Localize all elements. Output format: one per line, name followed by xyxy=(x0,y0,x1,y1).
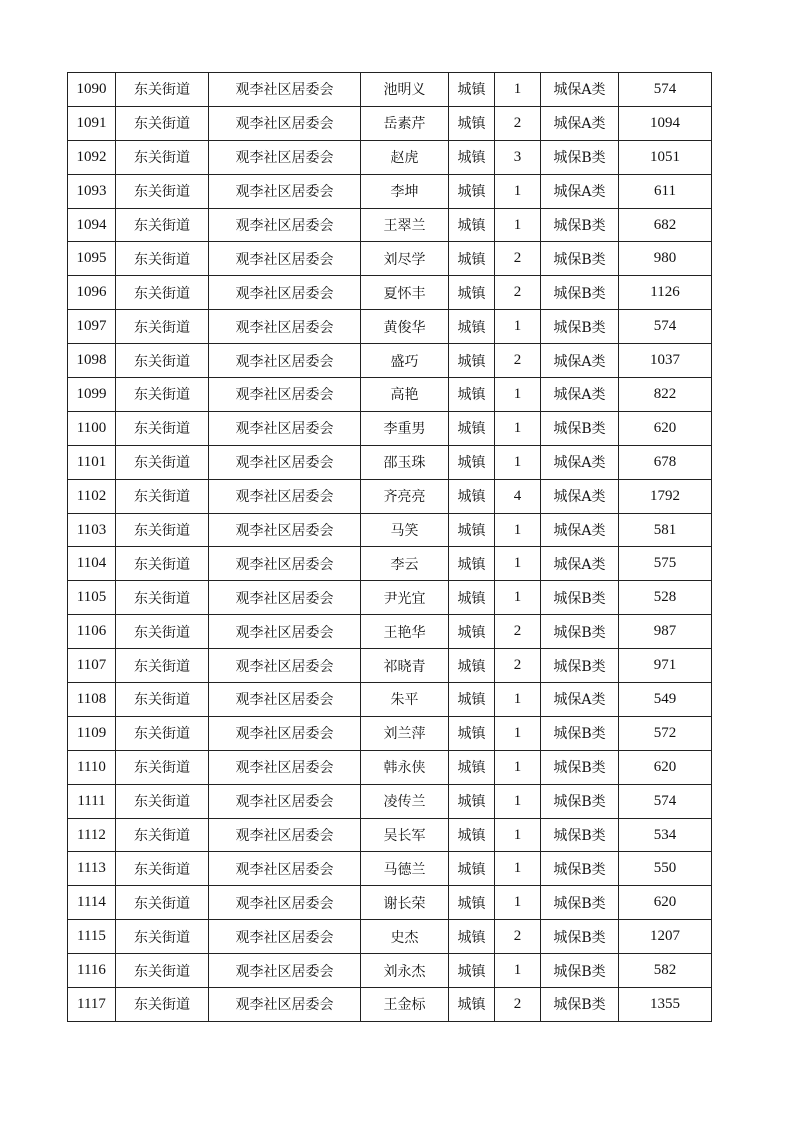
area-type-cell: 城镇 xyxy=(449,547,495,581)
community-cell: 观李社区居委会 xyxy=(209,954,361,988)
category-cell: 城保A类 xyxy=(541,344,619,378)
name-cell: 王艳华 xyxy=(361,615,449,649)
category-cell: 城保B类 xyxy=(541,615,619,649)
street-cell: 东关街道 xyxy=(116,818,209,852)
table-body xyxy=(68,73,712,1022)
community-cell: 观李社区居委会 xyxy=(209,242,361,276)
row-number: 1100 xyxy=(68,411,116,445)
area-type-cell: 城镇 xyxy=(449,750,495,784)
row-number: 1094 xyxy=(68,208,116,242)
household-count-cell: 2 xyxy=(495,242,541,276)
amount-cell: 534 xyxy=(619,818,712,852)
amount-cell: 678 xyxy=(619,445,712,479)
name-cell: 李重男 xyxy=(361,411,449,445)
table-row xyxy=(68,547,712,581)
row-number: 1110 xyxy=(68,750,116,784)
row-number: 1093 xyxy=(68,174,116,208)
category-cell: 城保A类 xyxy=(541,445,619,479)
area-type-cell: 城镇 xyxy=(449,784,495,818)
amount-cell: 682 xyxy=(619,208,712,242)
street-cell: 东关街道 xyxy=(116,988,209,1022)
category-cell: 城保B类 xyxy=(541,276,619,310)
row-number: 1108 xyxy=(68,683,116,717)
name-cell: 岳素芹 xyxy=(361,106,449,140)
row-number: 1092 xyxy=(68,140,116,174)
row-number: 1102 xyxy=(68,479,116,513)
area-type-cell: 城镇 xyxy=(449,73,495,107)
category-cell: 城保B类 xyxy=(541,411,619,445)
category-cell: 城保A类 xyxy=(541,513,619,547)
name-cell: 凌传兰 xyxy=(361,784,449,818)
amount-cell: 550 xyxy=(619,852,712,886)
table-row xyxy=(68,615,712,649)
household-count-cell: 1 xyxy=(495,547,541,581)
street-cell: 东关街道 xyxy=(116,344,209,378)
street-cell: 东关街道 xyxy=(116,174,209,208)
category-cell: 城保A类 xyxy=(541,174,619,208)
row-number: 1107 xyxy=(68,649,116,683)
amount-cell: 574 xyxy=(619,784,712,818)
community-cell: 观李社区居委会 xyxy=(209,886,361,920)
area-type-cell: 城镇 xyxy=(449,886,495,920)
name-cell: 王翠兰 xyxy=(361,208,449,242)
row-number: 1111 xyxy=(68,784,116,818)
table-row xyxy=(68,106,712,140)
area-type-cell: 城镇 xyxy=(449,310,495,344)
name-cell: 马德兰 xyxy=(361,852,449,886)
table-row xyxy=(68,750,712,784)
area-type-cell: 城镇 xyxy=(449,615,495,649)
street-cell: 东关街道 xyxy=(116,683,209,717)
community-cell: 观李社区居委会 xyxy=(209,174,361,208)
table-row xyxy=(68,683,712,717)
table-row xyxy=(68,276,712,310)
name-cell: 齐亮亮 xyxy=(361,479,449,513)
table-row xyxy=(68,818,712,852)
table-row xyxy=(68,445,712,479)
community-cell: 观李社区居委会 xyxy=(209,784,361,818)
community-cell: 观李社区居委会 xyxy=(209,479,361,513)
row-number: 1096 xyxy=(68,276,116,310)
street-cell: 东关街道 xyxy=(116,954,209,988)
community-cell: 观李社区居委会 xyxy=(209,445,361,479)
household-count-cell: 1 xyxy=(495,411,541,445)
street-cell: 东关街道 xyxy=(116,547,209,581)
household-count-cell: 2 xyxy=(495,344,541,378)
row-number: 1116 xyxy=(68,954,116,988)
name-cell: 黄俊华 xyxy=(361,310,449,344)
amount-cell: 574 xyxy=(619,310,712,344)
household-count-cell: 1 xyxy=(495,954,541,988)
household-count-cell: 1 xyxy=(495,513,541,547)
community-cell: 观李社区居委会 xyxy=(209,411,361,445)
area-type-cell: 城镇 xyxy=(449,683,495,717)
row-number: 1113 xyxy=(68,852,116,886)
area-type-cell: 城镇 xyxy=(449,445,495,479)
row-number: 1091 xyxy=(68,106,116,140)
row-number: 1099 xyxy=(68,378,116,412)
category-cell: 城保A类 xyxy=(541,547,619,581)
amount-cell: 611 xyxy=(619,174,712,208)
category-cell: 城保A类 xyxy=(541,378,619,412)
household-count-cell: 2 xyxy=(495,649,541,683)
table-row xyxy=(68,310,712,344)
table-row xyxy=(68,242,712,276)
community-cell: 观李社区居委会 xyxy=(209,140,361,174)
area-type-cell: 城镇 xyxy=(449,140,495,174)
street-cell: 东关街道 xyxy=(116,784,209,818)
row-number: 1095 xyxy=(68,242,116,276)
name-cell: 朱平 xyxy=(361,683,449,717)
area-type-cell: 城镇 xyxy=(449,852,495,886)
amount-cell: 822 xyxy=(619,378,712,412)
area-type-cell: 城镇 xyxy=(449,344,495,378)
amount-cell: 1126 xyxy=(619,276,712,310)
name-cell: 刘尽学 xyxy=(361,242,449,276)
row-number: 1109 xyxy=(68,716,116,750)
street-cell: 东关街道 xyxy=(116,581,209,615)
community-cell: 观李社区居委会 xyxy=(209,988,361,1022)
street-cell: 东关街道 xyxy=(116,615,209,649)
name-cell: 李坤 xyxy=(361,174,449,208)
table-row xyxy=(68,988,712,1022)
table-row xyxy=(68,716,712,750)
category-cell: 城保B类 xyxy=(541,310,619,344)
category-cell: 城保A类 xyxy=(541,106,619,140)
household-count-cell: 1 xyxy=(495,886,541,920)
amount-cell: 549 xyxy=(619,683,712,717)
street-cell: 东关街道 xyxy=(116,208,209,242)
community-cell: 观李社区居委会 xyxy=(209,208,361,242)
area-type-cell: 城镇 xyxy=(449,920,495,954)
household-count-cell: 2 xyxy=(495,615,541,649)
category-cell: 城保B类 xyxy=(541,716,619,750)
street-cell: 东关街道 xyxy=(116,886,209,920)
amount-cell: 1094 xyxy=(619,106,712,140)
row-number: 1117 xyxy=(68,988,116,1022)
amount-cell: 1355 xyxy=(619,988,712,1022)
category-cell: 城保B类 xyxy=(541,886,619,920)
amount-cell: 620 xyxy=(619,411,712,445)
category-cell: 城保A类 xyxy=(541,73,619,107)
category-cell: 城保A类 xyxy=(541,479,619,513)
street-cell: 东关街道 xyxy=(116,378,209,412)
household-count-cell: 2 xyxy=(495,988,541,1022)
row-number: 1106 xyxy=(68,615,116,649)
name-cell: 夏怀丰 xyxy=(361,276,449,310)
table-row xyxy=(68,649,712,683)
name-cell: 刘永杰 xyxy=(361,954,449,988)
name-cell: 吴长军 xyxy=(361,818,449,852)
amount-cell: 980 xyxy=(619,242,712,276)
row-number: 1101 xyxy=(68,445,116,479)
area-type-cell: 城镇 xyxy=(449,581,495,615)
household-count-cell: 2 xyxy=(495,920,541,954)
name-cell: 史杰 xyxy=(361,920,449,954)
amount-cell: 971 xyxy=(619,649,712,683)
table-row xyxy=(68,479,712,513)
area-type-cell: 城镇 xyxy=(449,716,495,750)
street-cell: 东关街道 xyxy=(116,140,209,174)
category-cell: 城保B类 xyxy=(541,818,619,852)
household-count-cell: 1 xyxy=(495,784,541,818)
community-cell: 观李社区居委会 xyxy=(209,852,361,886)
community-cell: 观李社区居委会 xyxy=(209,378,361,412)
row-number: 1104 xyxy=(68,547,116,581)
street-cell: 东关街道 xyxy=(116,310,209,344)
area-type-cell: 城镇 xyxy=(449,174,495,208)
street-cell: 东关街道 xyxy=(116,920,209,954)
table-row xyxy=(68,208,712,242)
row-number: 1115 xyxy=(68,920,116,954)
household-count-cell: 1 xyxy=(495,174,541,208)
amount-cell: 574 xyxy=(619,73,712,107)
area-type-cell: 城镇 xyxy=(449,649,495,683)
table-row xyxy=(68,886,712,920)
table-row xyxy=(68,378,712,412)
category-cell: 城保B类 xyxy=(541,208,619,242)
category-cell: 城保B类 xyxy=(541,954,619,988)
street-cell: 东关街道 xyxy=(116,445,209,479)
street-cell: 东关街道 xyxy=(116,716,209,750)
household-count-cell: 2 xyxy=(495,276,541,310)
row-number: 1103 xyxy=(68,513,116,547)
table-row xyxy=(68,140,712,174)
row-number: 1090 xyxy=(68,73,116,107)
community-cell: 观李社区居委会 xyxy=(209,276,361,310)
area-type-cell: 城镇 xyxy=(449,818,495,852)
household-count-cell: 1 xyxy=(495,73,541,107)
name-cell: 邵玉珠 xyxy=(361,445,449,479)
category-cell: 城保B类 xyxy=(541,140,619,174)
street-cell: 东关街道 xyxy=(116,276,209,310)
community-cell: 观李社区居委会 xyxy=(209,581,361,615)
amount-cell: 1037 xyxy=(619,344,712,378)
street-cell: 东关街道 xyxy=(116,242,209,276)
area-type-cell: 城镇 xyxy=(449,513,495,547)
category-cell: 城保B类 xyxy=(541,750,619,784)
household-count-cell: 1 xyxy=(495,310,541,344)
name-cell: 盛巧 xyxy=(361,344,449,378)
street-cell: 东关街道 xyxy=(116,411,209,445)
area-type-cell: 城镇 xyxy=(449,988,495,1022)
row-number: 1112 xyxy=(68,818,116,852)
row-number: 1114 xyxy=(68,886,116,920)
category-cell: 城保B类 xyxy=(541,988,619,1022)
category-cell: 城保B类 xyxy=(541,581,619,615)
household-count-cell: 1 xyxy=(495,716,541,750)
amount-cell: 572 xyxy=(619,716,712,750)
amount-cell: 1207 xyxy=(619,920,712,954)
table-row xyxy=(68,852,712,886)
name-cell: 赵虎 xyxy=(361,140,449,174)
household-count-cell: 1 xyxy=(495,581,541,615)
community-cell: 观李社区居委会 xyxy=(209,547,361,581)
amount-cell: 582 xyxy=(619,954,712,988)
amount-cell: 581 xyxy=(619,513,712,547)
community-cell: 观李社区居委会 xyxy=(209,683,361,717)
household-count-cell: 1 xyxy=(495,818,541,852)
amount-cell: 620 xyxy=(619,750,712,784)
table-row xyxy=(68,344,712,378)
row-number: 1105 xyxy=(68,581,116,615)
household-count-cell: 1 xyxy=(495,852,541,886)
name-cell: 谢长荣 xyxy=(361,886,449,920)
name-cell: 刘兰萍 xyxy=(361,716,449,750)
community-cell: 观李社区居委会 xyxy=(209,818,361,852)
amount-cell: 575 xyxy=(619,547,712,581)
street-cell: 东关街道 xyxy=(116,479,209,513)
name-cell: 李云 xyxy=(361,547,449,581)
community-cell: 观李社区居委会 xyxy=(209,73,361,107)
amount-cell: 987 xyxy=(619,615,712,649)
community-cell: 观李社区居委会 xyxy=(209,513,361,547)
household-count-cell: 1 xyxy=(495,208,541,242)
amount-cell: 528 xyxy=(619,581,712,615)
community-cell: 观李社区居委会 xyxy=(209,750,361,784)
amount-cell: 1792 xyxy=(619,479,712,513)
area-type-cell: 城镇 xyxy=(449,378,495,412)
street-cell: 东关街道 xyxy=(116,750,209,784)
household-count-cell: 1 xyxy=(495,445,541,479)
street-cell: 东关街道 xyxy=(116,852,209,886)
street-cell: 东关街道 xyxy=(116,106,209,140)
household-count-cell: 2 xyxy=(495,106,541,140)
table-row xyxy=(68,954,712,988)
area-type-cell: 城镇 xyxy=(449,276,495,310)
data-table xyxy=(67,72,712,1022)
street-cell: 东关街道 xyxy=(116,649,209,683)
community-cell: 观李社区居委会 xyxy=(209,920,361,954)
area-type-cell: 城镇 xyxy=(449,954,495,988)
area-type-cell: 城镇 xyxy=(449,411,495,445)
area-type-cell: 城镇 xyxy=(449,106,495,140)
household-count-cell: 1 xyxy=(495,683,541,717)
community-cell: 观李社区居委会 xyxy=(209,649,361,683)
amount-cell: 1051 xyxy=(619,140,712,174)
row-number: 1098 xyxy=(68,344,116,378)
name-cell: 祁晓青 xyxy=(361,649,449,683)
community-cell: 观李社区居委会 xyxy=(209,310,361,344)
household-count-cell: 1 xyxy=(495,750,541,784)
community-cell: 观李社区居委会 xyxy=(209,716,361,750)
area-type-cell: 城镇 xyxy=(449,208,495,242)
name-cell: 池明义 xyxy=(361,73,449,107)
household-count-cell: 3 xyxy=(495,140,541,174)
category-cell: 城保B类 xyxy=(541,784,619,818)
amount-cell: 620 xyxy=(619,886,712,920)
name-cell: 高艳 xyxy=(361,378,449,412)
category-cell: 城保B类 xyxy=(541,852,619,886)
name-cell: 马笑 xyxy=(361,513,449,547)
table-row xyxy=(68,920,712,954)
community-cell: 观李社区居委会 xyxy=(209,344,361,378)
category-cell: 城保A类 xyxy=(541,683,619,717)
table-row xyxy=(68,411,712,445)
community-cell: 观李社区居委会 xyxy=(209,615,361,649)
category-cell: 城保B类 xyxy=(541,649,619,683)
name-cell: 尹光宜 xyxy=(361,581,449,615)
area-type-cell: 城镇 xyxy=(449,242,495,276)
area-type-cell: 城镇 xyxy=(449,479,495,513)
household-count-cell: 1 xyxy=(495,378,541,412)
row-number: 1097 xyxy=(68,310,116,344)
category-cell: 城保B类 xyxy=(541,920,619,954)
table-row xyxy=(68,513,712,547)
table-row xyxy=(68,174,712,208)
table-row xyxy=(68,73,712,107)
household-count-cell: 4 xyxy=(495,479,541,513)
table-row xyxy=(68,784,712,818)
category-cell: 城保B类 xyxy=(541,242,619,276)
street-cell: 东关街道 xyxy=(116,513,209,547)
name-cell: 韩永侠 xyxy=(361,750,449,784)
name-cell: 王金标 xyxy=(361,988,449,1022)
street-cell: 东关街道 xyxy=(116,73,209,107)
community-cell: 观李社区居委会 xyxy=(209,106,361,140)
table-row xyxy=(68,581,712,615)
